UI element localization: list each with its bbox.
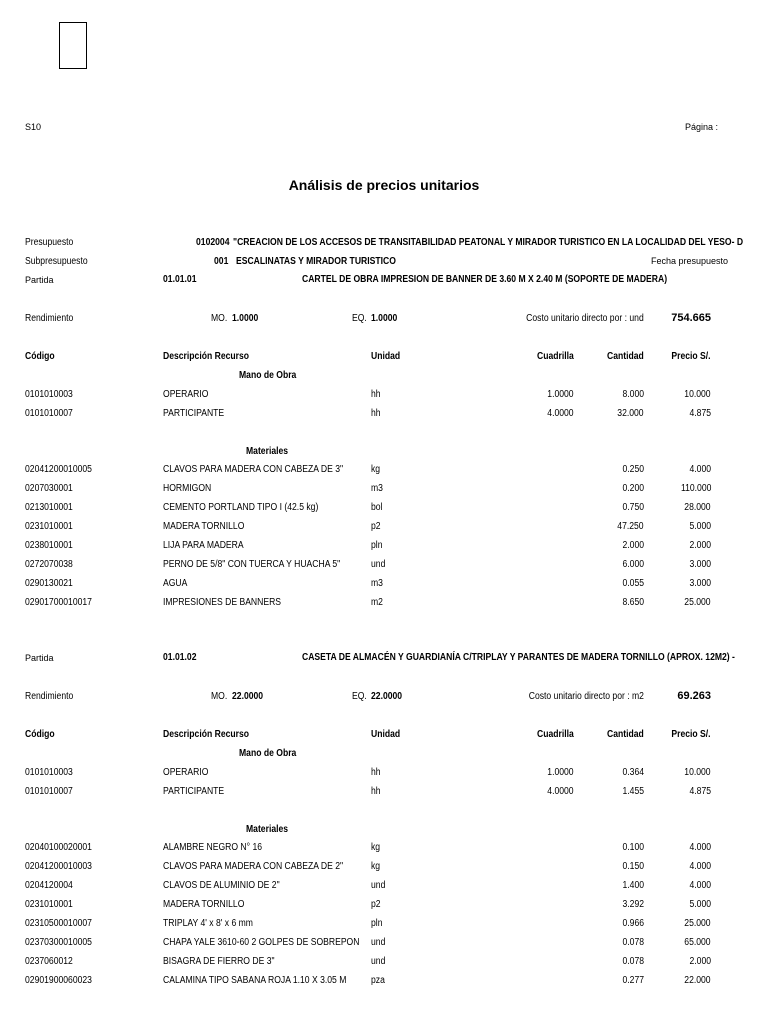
cell-precio: 3.000	[689, 559, 711, 570]
table-row	[0, 956, 768, 970]
partida-name: CARTEL DE OBRA IMPRESION DE BANNER DE 3.60 M X 2.40 M (SOPORTE DE MADERA)	[302, 274, 668, 285]
col-unidad-header: Unidad	[371, 729, 401, 740]
table-row	[0, 880, 768, 894]
col-cantidad-header: Cantidad	[607, 729, 644, 740]
cell-cuadrilla: 1.0000	[547, 767, 574, 778]
table-row	[0, 842, 768, 856]
cell-unidad: m2	[371, 597, 383, 608]
rendimiento-label: Rendimiento	[25, 313, 74, 324]
cell-cantidad: 0.200	[622, 483, 644, 494]
cell-unidad: kg	[371, 842, 381, 853]
cell-precio: 28.000	[684, 502, 711, 513]
col-cuadrilla-header: Cuadrilla	[537, 351, 574, 362]
cell-descripcion: PARTICIPANTE	[163, 408, 225, 419]
cell-cantidad: 1.400	[622, 880, 644, 891]
cell-unidad: und	[371, 937, 386, 948]
mano-de-obra-title: Mano de Obra	[239, 748, 297, 759]
cell-precio: 2.000	[689, 956, 711, 967]
col-cuadrilla-header: Cuadrilla	[537, 729, 574, 740]
cell-unidad: hh	[371, 767, 381, 778]
cell-cantidad: 6.000	[622, 559, 644, 570]
eq-value: 22.0000	[371, 691, 403, 702]
col-cantidad-header: Cantidad	[607, 351, 644, 362]
cell-precio: 4.000	[689, 464, 711, 475]
cell-descripcion: BISAGRA DE FIERRO DE 3"	[163, 956, 275, 967]
cell-descripcion: CALAMINA TIPO SABANA ROJA 1.10 X 3.05 M	[163, 975, 347, 986]
cell-precio: 5.000	[689, 899, 711, 910]
cell-codigo: 0238010001	[25, 540, 73, 551]
cell-unidad: und	[371, 559, 386, 570]
eq-label: EQ.	[352, 313, 367, 324]
cell-cantidad: 0.966	[622, 918, 644, 929]
partida-label: Partida	[25, 653, 54, 663]
cell-precio: 110.000	[680, 483, 711, 494]
cell-cantidad: 0.277	[622, 975, 644, 986]
table-row	[0, 483, 768, 497]
table-row	[0, 578, 768, 592]
cell-unidad: m3	[371, 483, 383, 494]
cell-descripcion: OPERARIO	[163, 389, 209, 400]
cell-descripcion: CLAVOS PARA MADERA CON CABEZA DE 2"	[163, 861, 344, 872]
partida-label: Partida	[25, 275, 54, 285]
mo-label: MO.	[211, 313, 228, 324]
fecha-presupuesto-label: Fecha presupuesto	[651, 256, 729, 266]
cell-precio: 10.000	[684, 389, 711, 400]
table-row	[0, 389, 768, 403]
col-codigo-header: Código	[25, 729, 55, 740]
cell-codigo: 02040100020001	[25, 842, 92, 853]
cell-cantidad: 0.078	[622, 956, 644, 967]
cell-unidad: pln	[371, 918, 383, 929]
cell-codigo: 0231010001	[25, 899, 73, 910]
cell-unidad: und	[371, 956, 386, 967]
subpresupuesto-name: ESCALINATAS Y MIRADOR TURISTICO	[236, 256, 396, 267]
col-unidad-header: Unidad	[371, 351, 401, 362]
cell-descripcion: ALAMBRE NEGRO N° 16	[163, 842, 263, 853]
cell-unidad: p2	[371, 899, 381, 910]
cell-descripcion: MADERA TORNILLO	[163, 521, 245, 532]
cell-precio: 22.000	[684, 975, 711, 986]
mano-de-obra-title: Mano de Obra	[239, 370, 297, 381]
col-descripcion-header: Descripción Recurso	[163, 351, 250, 362]
table-row	[0, 975, 768, 989]
cell-precio: 4.875	[689, 786, 711, 797]
cell-precio: 2.000	[689, 540, 711, 551]
presupuesto-name: "CREACION DE LOS ACCESOS DE TRANSITABILIDAD PEATONAL Y MIRADOR TURISTICO EN LA LOCALIDAD DEL YESO- D	[233, 237, 744, 248]
page-title: Análisis de precios unitarios	[288, 177, 480, 193]
cell-descripcion: CLAVOS DE ALUMINIO DE 2"	[163, 880, 280, 891]
table-row	[0, 767, 768, 781]
cell-codigo: 0207030001	[25, 483, 73, 494]
cell-codigo: 0101010007	[25, 786, 73, 797]
cell-unidad: bol	[371, 502, 383, 513]
cell-precio: 4.875	[689, 408, 711, 419]
page-label: Página :	[685, 122, 719, 132]
cell-cantidad: 8.650	[622, 597, 644, 608]
cell-precio: 5.000	[689, 521, 711, 532]
cell-cantidad: 0.100	[622, 842, 644, 853]
col-codigo-header: Código	[25, 351, 55, 362]
cell-cantidad: 2.000	[622, 540, 644, 551]
cell-precio: 10.000	[684, 767, 711, 778]
cell-unidad: kg	[371, 464, 381, 475]
cell-unidad: m3	[371, 578, 383, 589]
cell-unidad: und	[371, 880, 386, 891]
cell-precio: 65.000	[684, 937, 711, 948]
cell-descripcion: IMPRESIONES DE BANNERS	[163, 597, 282, 608]
cell-cantidad: 0.364	[622, 767, 644, 778]
cell-codigo: 02370300010005	[25, 937, 92, 948]
col-precio-header: Precio S/.	[671, 729, 711, 740]
partida-name: CASETA DE ALMACÉN Y GUARDIANÍA C/TRIPLAY Y PARANTES DE MADERA TORNILLO (APROX. 12M2) -	[302, 652, 735, 663]
cell-cuadrilla: 4.0000	[547, 408, 574, 419]
cell-cantidad: 32.000	[617, 408, 644, 419]
col-descripcion-header: Descripción Recurso	[163, 729, 250, 740]
cell-precio: 4.000	[689, 880, 711, 891]
cell-codigo: 02041200010003	[25, 861, 92, 872]
cell-codigo: 0101010003	[25, 767, 73, 778]
table-row	[0, 559, 768, 573]
table-row	[0, 540, 768, 554]
cell-codigo: 0213010001	[25, 502, 73, 513]
table-row	[0, 899, 768, 913]
col-precio-header: Precio S/.	[671, 351, 711, 362]
cell-unidad: hh	[371, 786, 381, 797]
cell-descripcion: LIJA PARA MADERA	[163, 540, 244, 551]
logo-placeholder	[59, 22, 87, 69]
table-row	[0, 408, 768, 422]
cell-precio: 3.000	[689, 578, 711, 589]
cell-descripcion: CLAVOS PARA MADERA CON CABEZA DE 3"	[163, 464, 344, 475]
cell-codigo: 0272070038	[25, 559, 73, 570]
partida-code: 01.01.02	[163, 652, 197, 663]
cell-codigo: 02041200010005	[25, 464, 92, 475]
cell-codigo: 0101010003	[25, 389, 73, 400]
mo-value: 1.0000	[232, 313, 259, 324]
mo-value: 22.0000	[232, 691, 264, 702]
cell-precio: 4.000	[689, 842, 711, 853]
presupuesto-code: 0102004	[196, 237, 230, 248]
subpresupuesto-code: 001	[214, 256, 229, 267]
cell-codigo: 0237060012	[25, 956, 73, 967]
cell-descripcion: AGUA	[163, 578, 188, 589]
cell-cantidad: 47.250	[617, 521, 644, 532]
cell-precio: 4.000	[689, 861, 711, 872]
eq-value: 1.0000	[371, 313, 398, 324]
cell-codigo: 02901700010017	[25, 597, 92, 608]
cell-descripcion: PARTICIPANTE	[163, 786, 225, 797]
materiales-title: Materiales	[246, 824, 289, 835]
cell-unidad: hh	[371, 408, 381, 419]
rendimiento-label: Rendimiento	[25, 691, 74, 702]
cell-unidad: pza	[371, 975, 385, 986]
cell-cuadrilla: 4.0000	[547, 786, 574, 797]
costo-unitario-label: Costo unitario directo por : m2	[528, 691, 644, 702]
table-row	[0, 521, 768, 535]
system-code: S10	[25, 122, 42, 132]
cell-cantidad: 0.250	[622, 464, 644, 475]
cell-cuadrilla: 1.0000	[547, 389, 574, 400]
subpresupuesto-label: Subpresupuesto	[25, 256, 88, 267]
cell-cantidad: 8.000	[622, 389, 644, 400]
cell-descripcion: HORMIGON	[163, 483, 212, 494]
costo-unitario-value: 69.263	[677, 690, 711, 702]
cell-unidad: kg	[371, 861, 381, 872]
cell-codigo: 0231010001	[25, 521, 73, 532]
materiales-title: Materiales	[246, 446, 289, 457]
table-row	[0, 861, 768, 875]
table-row	[0, 464, 768, 478]
table-row	[0, 918, 768, 932]
eq-label: EQ.	[352, 691, 367, 702]
presupuesto-label: Presupuesto	[25, 237, 74, 248]
cell-descripcion: TRIPLAY 4' x 8' x 6 mm	[163, 918, 253, 929]
cell-cantidad: 0.750	[622, 502, 644, 513]
cell-descripcion: PERNO DE 5/8" CON TUERCA Y HUACHA 5"	[163, 559, 341, 570]
cell-descripcion: CHAPA YALE 3610-60 2 GOLPES DE SOBREPON	[163, 937, 360, 948]
cell-cantidad: 0.150	[622, 861, 644, 872]
cell-descripcion: MADERA TORNILLO	[163, 899, 245, 910]
cell-descripcion: OPERARIO	[163, 767, 209, 778]
cell-codigo: 0290130021	[25, 578, 73, 589]
cell-descripcion: CEMENTO PORTLAND TIPO I (42.5 kg)	[163, 502, 319, 513]
partida-code: 01.01.01	[163, 274, 197, 285]
cell-cantidad: 3.292	[622, 899, 644, 910]
cell-codigo: 0101010007	[25, 408, 73, 419]
cell-codigo: 0204120004	[25, 880, 73, 891]
costo-unitario-label: Costo unitario directo por : und	[526, 313, 644, 324]
table-row	[0, 502, 768, 516]
cell-precio: 25.000	[684, 918, 711, 929]
cell-cantidad: 0.055	[622, 578, 644, 589]
cell-cantidad: 0.078	[622, 937, 644, 948]
cell-precio: 25.000	[684, 597, 711, 608]
cell-unidad: p2	[371, 521, 381, 532]
cell-unidad: pln	[371, 540, 383, 551]
cell-codigo: 02901900060023	[25, 975, 92, 986]
table-row	[0, 597, 768, 611]
cell-unidad: hh	[371, 389, 381, 400]
mo-label: MO.	[211, 691, 228, 702]
cell-codigo: 02310500010007	[25, 918, 92, 929]
costo-unitario-value: 754.665	[671, 312, 711, 324]
table-row	[0, 786, 768, 800]
cell-cantidad: 1.455	[622, 786, 644, 797]
table-row	[0, 937, 768, 951]
